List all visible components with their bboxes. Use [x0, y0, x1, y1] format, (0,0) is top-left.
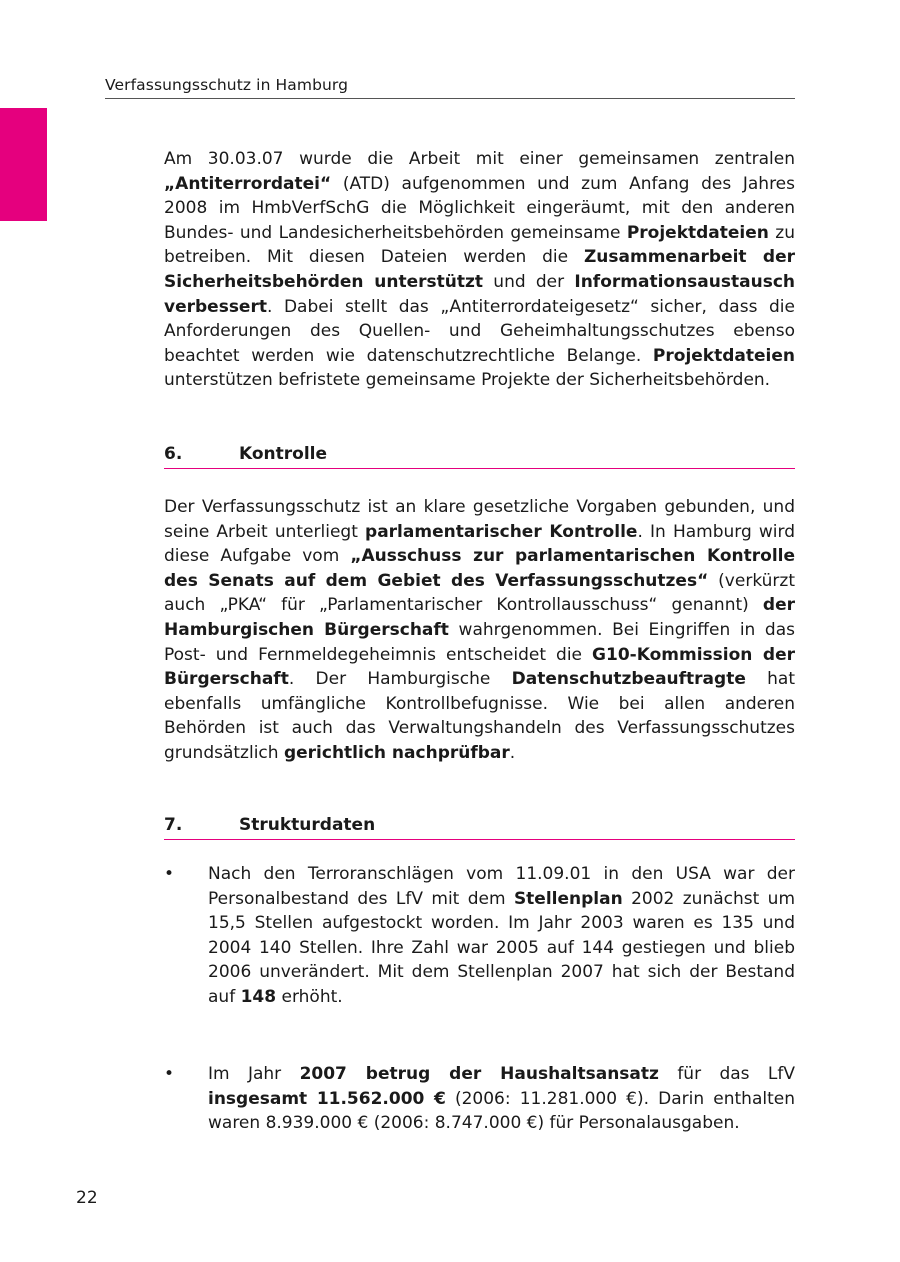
section-title: Kontrolle: [239, 444, 328, 464]
section-heading-kontrolle: [164, 444, 795, 469]
header-rule: [105, 98, 795, 99]
running-header: Verfassungsschutz in Hamburg: [105, 76, 349, 94]
bullet-icon: •: [164, 864, 175, 884]
section-number: 7.: [164, 815, 183, 835]
page-number: 22: [76, 1188, 98, 1208]
section-number: 6.: [164, 444, 183, 464]
list-item-text: Im Jahr 2007 betrug der Haushaltsansatz für das LfV insgesamt 11.562.000 € (2006: 11.281.000 €). Darin enthalten waren 8.939.000 € (2006: 8.747.000 €) für Personalausgaben.: [208, 1064, 795, 1134]
pink-margin-tab: [0, 108, 47, 221]
list-item-text: Nach den Terroranschlägen vom 11.09.01 in den USA war der Personalbestand des LfV mit dem Stellenplan 2002 zunächst um 15,5 Stellen aufgestockt worden. Im Jahr 2003 waren es 135 und 2004 140 Stellen. Ihre Zahl war 2005 auf 144 gestiegen und blieb 2006 unverändert. Mit dem Stellenplan 2007 hat sich der Bestand auf 148 erhöht.: [208, 864, 796, 1007]
paragraph-antiterrordatei: Am 30.03.07 wurde die Arbeit mit einer gemeinsamen zentralen „Antiterrordatei“ (ATD) aufgenommen und zum Anfang des Jahres 2008 im HmbVerfSchG die Möglichkeit eingeräumt, mit den anderen Bundes- und Landesicherheitsbehörden gemeinsame Projektdateien zu betreiben. Mit diesen Dateien werden die Zusammenarbeit der Sicherheitsbehörden unterstützt und der Informationsaustausch verbessert. Dabei stellt das „Antiterrordateigesetz“ sicher, dass die Anforderungen des Quellen- und Geheimhaltungsschutzes ebenso beachtet werden wie datenschutzrechtliche Belange. Projektdateien unterstützen befristete gemeinsame Projekte der Sicherheitsbehörden.: [164, 149, 795, 391]
bullet-icon: •: [164, 1064, 175, 1084]
section-title: Strukturdaten: [239, 815, 376, 835]
section-heading-strukturdaten: [164, 815, 795, 840]
paragraph-kontrolle: Der Verfassungsschutz ist an klare gesetzliche Vorgaben gebunden, und seine Arbeit unterliegt parlamentarischer Kontrolle. In Hamburg wird diese Aufgabe vom „Ausschuss zur parlamentarischen Kontrolle des Senats auf dem Gebiet des Verfassungsschutzes“ (verkürzt auch „PKA“ für „Parlamentarischer Kontrollausschuss“ genannt) der Hamburgischen Bürgerschaft wahrgenommen. Bei Eingriffen in das Post- und Fernmeldegeheimnis entscheidet die G10-Kommission der Bürgerschaft. Der Hamburgische Datenschutzbeauftragte hat ebenfalls umfängliche Kontrollbefugnisse. Wie bei allen anderen Behörden ist auch das Verwaltungshandeln des Verfassungsschutzes grundsätzlich gerichtlich nachprüfbar.: [164, 497, 796, 763]
